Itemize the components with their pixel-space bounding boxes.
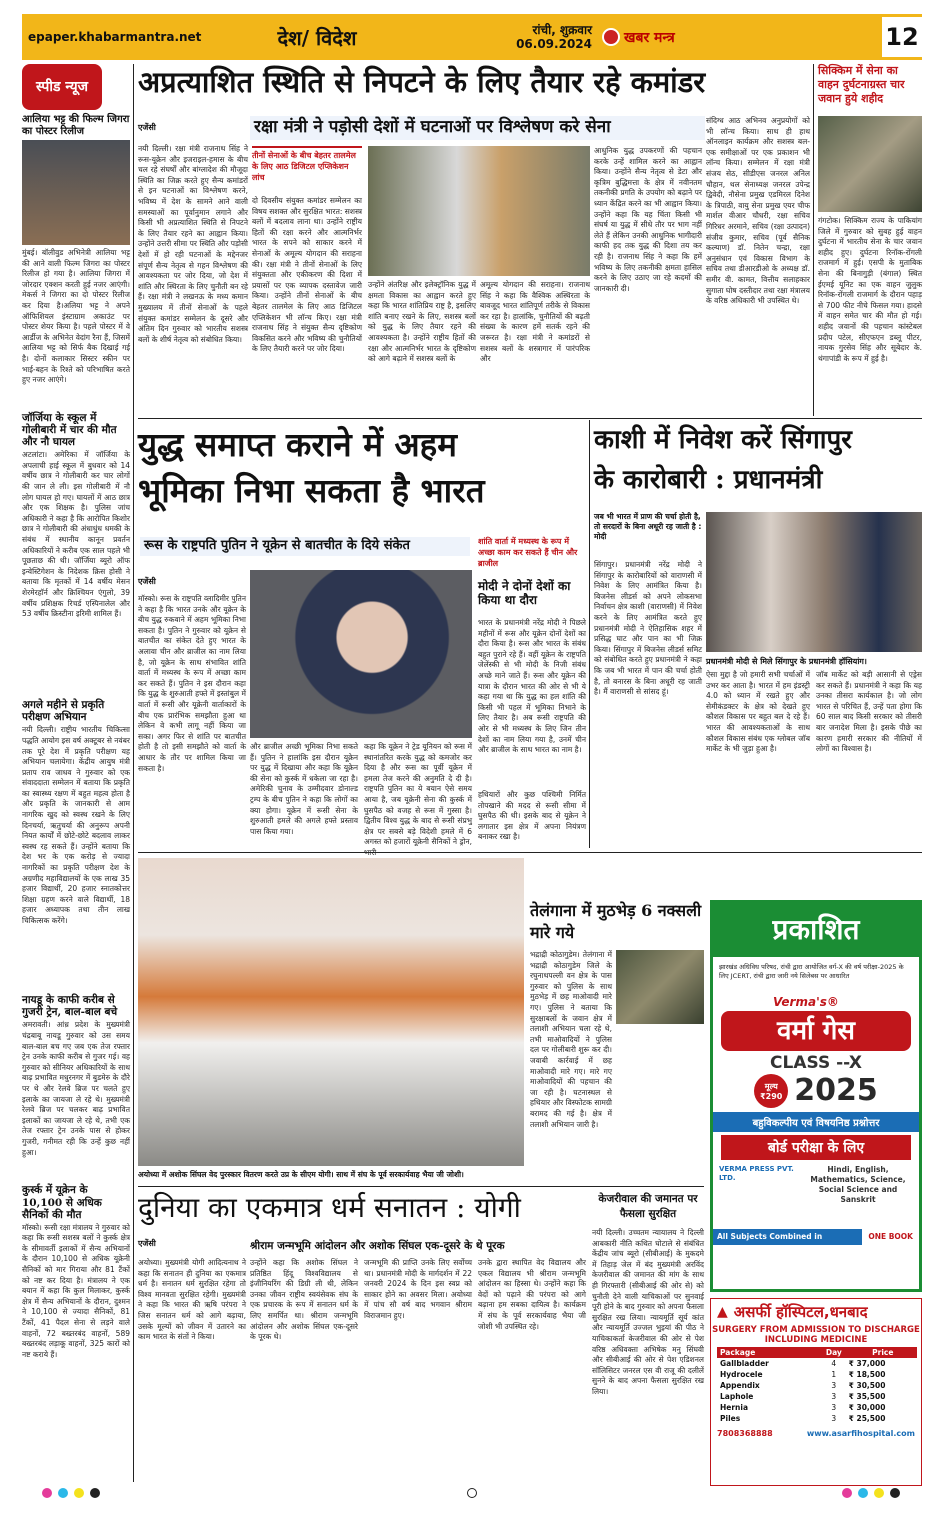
kashi-col4: जॉब मार्केट को बड़ी आसानी से एड्रेस कर सकते हैं। प्रधानमंत्री ने कहा कि यह उनका तीसरा कार्यकाल है। जो लोग भारत से परिचित हैं, उन्हें पता होगा कि 60 साल बाद किसी सरकार को तीसरी बार जनादेश मिला है। इसके पीछे का कारण हमारी सरकार की नीतियों में लोगों का विश्वास है। [816,670,922,754]
speed-news-title: नायडू के काफी करीब से गुजरी ट्रेन, बाल-बाल बचे [22,994,118,1019]
kashi-col3: ऐसा मुद्दा है जो हमारी सभी चर्चाओं में उभर कर आता है। भारत में हम इंडस्ट्री 4.0 को ध्यान में रखते हुए और सेमीकंडक्टर के क्षेत्र को देखते हुए कौशल विकास पर बहुत बल दे रहे हैं। भारत की आवश्यकताओं के साथ कौशल विकास संबंध एक ग्लोबल जॉब मार्केट के भी जुड़ा हुआ है। [706,670,810,754]
registration-dot [90,1488,100,1498]
ayodhya-col3: जन्मभूमि की प्राप्ति उनके लिए सर्वोच्च था। प्रधानमंत्री मोदी के मार्गदर्शन में 22 जनवरी 2024 के दिन इस स्वप्न को साकार होने का अवसर मिला। अयोध्या में पांच सौ वर्ष बाद भगवान श्रीराम विराजमान हुए। [364,1258,472,1320]
ad-publisher: VERMA PRESS PVT. LTD. [719,1165,794,1182]
registration-dot [842,1488,852,1498]
section-title: देश/ विदेश [277,25,357,50]
package-name: Gallbladder [720,1359,769,1368]
brand [602,28,712,47]
war-headline-line1: युद्ध समाप्त कराने में अहम [138,425,457,464]
masthead-bar [22,14,922,60]
ad-mrp: मूल्य ₹290 [754,1074,788,1108]
row-divider [138,418,922,419]
ad-one-book: ONE BOOK [862,1229,919,1245]
registration-dot [874,1488,884,1498]
table-header: Day [825,1348,842,1357]
row-divider [138,1186,704,1187]
speed-news-body: अमरावती। आंध्र प्रदेश के मुख्यमंत्री चंद्रबाबू नायडू गुरुवार को उस समय बाल-बाल बच गए जब एक तेज रफ्तार ट्रेन उनके काफी करीब से गुजर गई। वह गुरुवार को सीनियर अधिकारियों के साथ बाढ़ प्रभावित मधुरनगर में बुडमेरु के दौरे पर थे और रेलवे ब्रिज पर चलते हुए इलाके का जायजा ले रहे थे। मुख्यमंत्री रेलवे ब्रिज पर चलकर बाढ़ प्रभावित इलाकों का जायजा ले रहे थे, तभी एक तेज रफ्तार ट्रेन उनके पास से होकर गुजरी, गनीमत रही कि उन्हें कुछ नहीं हुआ। [22,1020,130,1157]
war-col1: मॉस्को। रूस के राष्ट्रपति व्लादिमीर पुतिन ने कहा है कि भारत उनके और यूक्रेन के बीच युद्ध रुकवाने में अहम भूमिका निभा सकता है। पुतिन ने गुरुवार को यूक्रेन से बातचीत का संकेत देते हुए भारत के अलावा चीन और ब्राजील का नाम लिया है, जो यूक्रेन के साथ संभावित शांति वार्ता में मध्यस्थ के रूप में अच्छा काम कर सकते हैं। पुतिन ने इस दौरान कहा कि युद्ध के शुरुआती हफ्ते में इस्तांबुल में वार्ता में रूसी और यूक्रेनी वार्ताकारों के बीच एक प्रारंभिक समझौता हुआ था लेकिन वे कभी लागू नहीं किया जा सका। अगर फिर से शांति पर बातचीत होती है तो इसी समझौते को वार्ता के आधार के तौर पर शामिल किया जा सकता है। [138,594,246,773]
lead-col6: संदिग्ध आठ अभिनव अनुप्रयोगों को भी लॉन्च किया। साथ ही हाथ ऑनलाइन कार्यक्रम और सशस्त्र बल-एक समीक्षाओं पर एक प्रकाशन भी लॉन्च किया। सम्मेलन में रक्षा मंत्री संजय सेठ, सीडीएस जनरल अनिल चौहान, थल सेनाध्यक्ष जनरल उपेन्द्र द्विवेदी, नौसेना प्रमुख एडमिरल दिनेश के त्रिपाठी, वायु सेना प्रमुख एयर चीफ मार्शल वीआर चौधरी, रक्षा सचिव गिरिधर अरमाने, सचिव (रक्षा उत्पादन) संजीव कुमार, सचिव (पूर्व सैनिक कल्याण) डॉ. नितेन चन्द्रा, रक्षा अनुसंधान एवं विकास विभाग के सचिव तथा डीआरडीओ के अध्यक्ष डॉ. समीर वी. कामत, वित्तीय सलाहकार सुगाता घोष दस्तीदार तथा रक्षा मंत्रालय के वरिष्ठ अधिकारी भी उपस्थित थे। [706,116,810,306]
war-headline-line2: भूमिका निभा सकता है भारत [138,471,485,510]
registration-marks [22,1488,922,1502]
kashi-headline-line2: के कारोबारी : प्रधानमंत्री [594,465,823,495]
package-name: Laphole [720,1392,754,1401]
date-block [412,23,602,51]
lead-col3: उन्होंने अंतरिक्ष और इलेक्ट्रॉनिक युद्ध में क्षमता विकास का आह्वान करते हुए कहा कि भारत शांतिप्रिय राष्ट्र है, इसलिए शांति बनाए रखने के लिए, सशस्त्र बलों को युद्ध के लिए तैयार रहने की आवश्यकता है। उन्होंने राष्ट्रीय हितों की रक्षा और आत्मनिर्भर भारत के दृष्टिकोण को आगे बढ़ाने में सशस्त्र बलों के [368,280,476,364]
kejriwal-body: नयी दिल्ली। उच्चतम न्यायालय ने दिल्ली आबकारी नीति कथित घोटाले से संबंधित केंद्रीय जांच ब्यूरो (सीबीआई) के मुकदमे में तिहाड़ जेल में बंद मुख्यमंत्री अरविंद केजरीवाल की जमानत की मांग के साथ ही गिरफ्तारी (सीबीआई की ओर से) को चुनौती देने वाली याचिकाओं पर सुनवाई पूरी होने के बाद गुरुवार को अपना फैसला सुरक्षित रख लिया। न्यायमूर्ति सूर्य कांत और न्यायमूर्ति उज्जल भुइयां की पीठ ने याचिकाकर्ता केजरीवाल की ओर से पेश वरिष्ठ अधिवक्ता अभिषेक मनु सिंघवी और सीबीआई की ओर से पेश एडिशनल सॉलिसिटर जनरल एस वी राजू की दलीलें सुनने के बाद अपना फैसला सुरक्षित रख लिया। [592,1228,704,1396]
table-row [717,1358,917,1369]
war-subhead: रूस के राष्ट्रपति पुतिन ने यूक्रेन से बातचीत के दिये संकेत [140,537,470,556]
package-price: ₹ 25,500 [848,1414,886,1423]
ayodhya-agency: एजेंसी [138,1239,156,1248]
brand-name: खबर मन्त्र [624,29,675,46]
ayodhya-inline-head: श्रीराम जन्मभूमि आंदोलन और अशोक सिंघल एक-दूसरे के थे पूरक [250,1240,505,1252]
ad-board: बोर्ड परीक्षा के लिए [721,1135,911,1160]
package-day: 3 [831,1403,837,1412]
lead-col1: नयी दिल्ली। रक्षा मंत्री राजनाथ सिंह ने रूस-यूक्रेन और इजराइल-हमास के बीच चल रहे संघर्षों और बांग्लादेश की मौजूदा स्थिति का जिक्र करते हुए सैन्य कमांडरों से इन घटनाओं का विश्लेषण करने, भविष्य में देश के सामने आने वाली समस्याओं का पूर्वानुमान लगाने और किसी भी अप्रत्याशित स्थिति से निपटने के लिए तैयार रहने का आह्वान किया। उन्होंने उत्तरी सीमा पर स्थिति और पड़ोसी देशों में हो रही घटनाओं के मद्देनजर संपूर्ण सैन्य नेतृत्व से गहन विश्लेषण की आवश्यकता पर जोर दिया, जो देश में शांति और स्थिरता के लिए चुनौती बन रहे हैं। रक्षा मंत्री ने लखनऊ के मध्य कमान मुख्यालय में तीनों सेनाओं के पहले संयुक्त कमांडर सम्मेलन के दूसरे और अंतिम दिन गुरुवार को भारतीय सशस्त्र बलों के शीर्ष नेतृत्व को संबोधित किया। [138,144,248,344]
hospital-title: असर्फी हॉस्पिटल,धनबाद [733,1303,868,1321]
column-divider [133,64,134,1482]
crosshair-icon [467,1488,477,1498]
speed-news-body: अटलांटा। अमेरिका में जॉर्जिया के अपलाची हाई स्कूल में बुधवार को 14 वर्षीय छात्र ने गोलीबारी कर चार लोगों की जान ले ली। इस गोलीबारी में नौ लोग घायल हो गए। घायलों में आठ छात्र और एक शिक्षक है। पुलिस जांच अधिकारी ने कहा है कि आरोपित किशोर छात्र ने गोलीबारी की अंधाधुंध धमकी के संबंध में स्थानीय कानून प्रवर्तन अधिकारियों ने करीब एक साल पहले भी पूछताछ की थी। जॉर्जिया ब्यूरो ऑफ इन्वेस्टिगेशन के निदेशक क्रिस होसी ने बताया कि मृतकों में 14 वर्षीय मेसन शेरमेरहॉर्न और क्रिश्चियन एंगुलो, 39 वर्षीय प्रशिक्षक रिचर्ड एस्पिनालेल और 53 वर्षीय क्रिस्टीना इरिमी शामिल हैं। [22,450,130,619]
ad-subjects: Hindi, English, Mathematics, Science, Social Science and Sanskrit [810,1165,906,1204]
kashi-kicker: जब भी भारत में प्राण की चर्चा होती है, तो सरदारों के बिना अधूरी रह जाती है : मोदी [594,512,702,541]
ayodhya-col2: उन्होंने कहा कि अशोक सिंघल ने प्रतिष्ठित हिंदू विश्वविद्यालय से इंजीनियरिंग की डिग्री ली थी, लेकिन उनका जीवन राष्ट्रीय स्वयंसेवक संघ के एक प्रचारक के रूप में सनातन धर्म के लिए समर्पित था। श्रीराम जन्मभूमि आंदोलन और अशोक सिंघल एक-दूसरे के पूरक थे। [250,1258,358,1342]
speed-news-column [22,64,130,1484]
alia-poster-photo [22,140,130,245]
ad-label: प्रकाशित [713,903,919,957]
asarfi-hospital-ad[interactable] [710,1298,922,1486]
date-value: 06.09.2024 [516,37,592,51]
hospital-phone[interactable]: 7808368888 [717,1429,773,1438]
war-col4: भारत के प्रधानमंत्री नरेंद्र मोदी ने पिछले महीनों में रूस और यूक्रेन दोनों देशों का दौरा किया है। रूस और भारत के संबंध बहुत पुराने रहे हैं। वहीं यूक्रेन के राष्ट्रपति जेलेंस्की से भी मोदी के निजी संबंध अच्छे माने जाते हैं। रूस और यूक्रेन की यात्रा के दौरान भारत की ओर से भी ये कहा गया था कि युद्ध का हल शांति की किसी भी पहल में भूमिका निभाने के लिए तैयार है। अब रूसी राष्ट्रपति की ओर से भी मध्यस्थ के लिए जिन तीन देशों का नाम लिया गया है, उनमें चीन और ब्राजील के साथ भारत का नाम है। [478,618,586,755]
war-col3: कहा कि यूक्रेन ने ट्रेड यूनियन को रूस में स्थानांतरित करके युद्ध को कमजोर कर दिया है और रूस का पूर्वी यूक्रेन में हमला तेज करने की अनुमति दे दी है। राष्ट्रपति पुतिन का ये बयान ऐसे समय आया है, जब यूक्रेनी सेना की कुर्स्क में घुसपैठ को वजह से रूस में गुस्सा है। द्वितीय विश्व युद्ध के बाद से रूसी संप्रभु क्षेत्र पर सबसे बड़े विदेशी हमले में 6 अगस्त को हजारों यूक्रेनी सैनिकों ने ड्रोन, [364,742,472,847]
lead-col4: अमूल्य योगदान की सराहना। राजनाथ सिंह ने कहा कि वैश्विक अस्थिरता के बावजूद भारत शांतिपूर्ण तरीके से विकास कर रहा है। हालांकि, चुनौतियों की बढ़ती संख्या के कारण हमें सतर्क रहने की जरूरत है। रक्षा मंत्री ने कमांडरों से सशस्त्र बलों के शस्त्रागार में पारंपरिक और [480,280,590,364]
ad-banner: बहुविकल्पीय एवं विषयनिष्ठ प्रश्नोत्तर [713,1112,919,1132]
package-price: ₹ 18,500 [848,1370,886,1379]
package-day: 4 [831,1359,837,1368]
kejriwal-headline: केजरीवाल की जमानत पर फैसला सुरक्षित [598,1193,698,1220]
speed-news-body: नयी दिल्ली। राष्ट्रीय भारतीय चिकित्सा पद्धति आयोग इस वर्ष अक्टूबर से नवंबर तक पूरे देश में प्रकृति परीक्षण यह अभियान चलायेगा। केंद्रीय आयुष मंत्री प्रताप राव जाधव ने गुरुवार को एक संवाददाता सम्मेलन में बताया कि प्रकृति का स्वास्थ्य रक्षण में बहुत महत्व होता है और प्रकृति के जानकारी से आम नागरिक खुद को स्वस्थ रखने के लिए दिनचर्या, ऋतुचर्या की अनुरूप अपनी नियत कार्यों में छोटे-छोटे बदलाव लाकर स्वस्थ रह सकते हैं। उन्होंने बताया कि देश भर के एक करोड़ से ज्यादा नागरिकों का प्रकृति परीक्षण देश के अग्रणीद महाविद्यालयों के एक लाख 35 हजार विद्यार्थी, 20 हजार स्नातकोत्तर शिक्षा ग्रहण करने वाले विद्यार्थी, 18 हजार अध्यापक तथा तीन लाख चिकित्सक करेंगे। [22,725,130,925]
package-price: ₹ 35,500 [848,1392,886,1401]
row-divider [138,852,922,853]
lead-highlight: तीनों सेनाओं के बीच बेहतर तालमेल के लिए आठ डिजिटल एप्लिकेशन लांच [252,146,362,194]
ad-class: CLASS --X [770,1053,862,1073]
package-day: 3 [831,1414,837,1423]
site-url[interactable]: epaper.khabarmantra.net [28,30,202,44]
ad-combined: All Subjects Combined in [717,1232,823,1241]
kashi-headline-line1: काशी में निवेश करें सिंगापुर [594,425,852,455]
registration-dot [890,1488,900,1498]
registration-dot [58,1488,68,1498]
sikkim-headline: सिक्किम में सेना का वाहन दुर्घटनाग्रस्त चार जवान हुये शहीद [818,64,905,105]
package-day: 3 [831,1392,837,1401]
lead-agency: एजेंसी [138,123,156,132]
ad-year: 2025 [794,1073,878,1108]
verma-guess-ad[interactable] [710,900,922,1292]
package-name: Hernia [720,1403,749,1412]
lead-headline: अप्रत्याशित स्थिति से निपटने के लिए तैयार रहे कमांडर [138,65,706,99]
package-name: Appendix [720,1381,760,1390]
hospital-sub2: INCLUDING MEDICINE [764,1335,868,1345]
lead-col2: दो दिवसीय संयुक्त कमांडर सम्मेलन का विषय सशक्त और सुरक्षित भारत: सशस्त्र बलों में बदलाव लाना था। उन्होंने राष्ट्रीय हितों की रक्षा करने और आत्मनिर्भर भारत के सपने को साकार करने में सेनाओं के अमूल्य योगदान की सराहना की। रक्षा मंत्री ने तीनों सेनाओं के लिए संयुक्तता और एकीकरण की दिशा में प्रयासों पर एक व्यापक दस्तावेज जारी किया। उन्होंने तीनों सेनाओं के बीच बेहतर तालमेल के लिए आठ डिजिटल एप्लिकेशन भी लॉन्च किए। रक्षा मंत्री राजनाथ सिंह ने संयुक्त सैन्य दृष्टिकोण विकसित करने और भविष्य की चुनौतियों के लिए तैयारी करने पर जोर दिया। [252,196,362,354]
war-side-head: मोदी ने दोनों देशों का किया था दौरा [478,579,571,607]
ad-title: वर्मा गेस [721,1011,911,1051]
table-row [717,1413,917,1424]
lead-subhead: रक्षा मंत्री ने पड़ोसी देशों में घटनाओं पर विश्लेषण करे सेना [250,116,705,140]
hospital-sub1: SURGERY FROM ADMISSION TO DISCHARGE [712,1325,920,1335]
sikkim-accident-photo [818,116,922,212]
speed-news-title: जॉर्जिया के स्कूल में गोलीबारी में चार की मौत और नौ घायल [22,412,117,449]
package-price: ₹ 30,000 [848,1403,886,1412]
sikkim-body: गंगटोक। सिक्किम राज्य के पाकियांग जिले में गुरुवार को सुबह हुई वाहन दुर्घटना में भारतीय सेना के चार जवान शहीद हुए। दुर्घटना रिनॉक-रोंगली राजमार्ग में हुई। एसपी के मुताबिक सेना की बिनागुड़ी (बंगाल) स्थित ईएमई यूनिट का एक वाहन जुलुक रिनॉक-रोंगली राजमार्ग के दौरान पहाड़ से 700 फीट नीचे फिसल गया। हादसे में वाहन समेत चार की मौत हो गई। शहीद जवानों की पहचान कांस्टेबल प्रदीप पटेल, सीएफएन डब्लू पीटर, नायक गुरसेव सिंह और सूबेदार के. थंगापांडी के रूप में हुई है। [818,216,922,363]
speed-news-body: मॉस्को। रूसी रक्षा मंत्रालय ने गुरुवार को कहा कि रूसी सशस्त्र बलों ने कुर्स्क क्षेत्र के सीमावर्ती इलाकों में सैन्य अभियानों के दौरान 10,100 से अधिक यूक्रेनी सैनिकों को मार गिराया और 81 टैंकों को नष्ट कर दिया है। मंत्रालय ने एक बयान में कहा कि कुल मिलाकर, कुर्स्क क्षेत्र में सैन्य अभियानों के दौरान, दुश्मन ने 10,100 से ज्यादा सैनिकों, 81 टैंकों, 41 पैदल सेना से लड़ने वाले वाहनों, 72 बख्तरबंद वाहनों, 589 बख्तरबंद लड़ाकू वाहनों, 325 कारों को नष्ट कराये हैं। [22,1222,130,1359]
table-header: Package [720,1348,756,1357]
speed-news-body: मुंबई। बॉलीवुड अभिनेत्री आलिया भट्ट की आने वाली फिल्म जिगरा का पोस्टर रिलीज हो गया है। आलिया जिगरा में जोरदार एक्शन करती हुई नजर आएंगी। मेकर्स ने जिगरा का दो पोस्टर रिलीज कर दिया है।अलिया भट्ट ने अपने ऑफिशियल इंस्टाग्राम अकाउंट पर पोस्टर शेयर किया है। पहले पोस्टर में वे आर्डीज के अभिनेत वेदांग रैना हैं, जिसमें आलिया भट्ट को सिर्फ बैक दिखाई गई है। दोनों कलाकार सिस्टर स्कीन पर भाई-बहन के रिश्ते को परिभाषित करते हुए नजर आएंगे। [22,248,130,385]
ayodhya-headline: दुनिया का एकमात्र धर्म सनातन : योगी [138,1191,521,1224]
table-row [717,1402,917,1413]
registration-dot [858,1488,868,1498]
page-number: 12 [882,17,922,57]
package-price: ₹ 37,000 [848,1359,886,1368]
brand-logo-icon [602,28,620,46]
speed-news-title: आलिया भट्ट की फिल्म जिगरा का पोस्टर रिलीज [22,114,130,137]
putin-photo [250,570,472,738]
speed-news-title: कुर्स्क में यूक्रेन के 10,100 से अधिक सैनिकों की मौत [22,1184,102,1221]
war-side-kicker: शांति वार्ता में मध्यस्थ के रूप में अच्छा काम कर सकते हैं चीन और ब्राजील [478,537,578,568]
package-day: 3 [831,1381,837,1390]
hospital-website[interactable]: www.asarfihospital.com [806,1429,915,1438]
ad-verma-brand: Verma's® [773,995,839,1009]
speed-news-logo: स्पीड न्यूज [22,64,102,110]
date-city: रांची, शुक्रवार [532,23,592,37]
lead-col5: आधुनिक युद्ध उपकरणों की पहचान करके उन्हें शामिल करने का आह्वान किया। उन्होंने सैन्य नेतृत्व से डेटा और कृत्रिम बुद्धिमत्ता के क्षेत्र में नवीनतम तकनीकी प्रगति के उपयोग को बढ़ाने पर ध्यान केंद्रित करने का भी आह्वान किया। उन्होंने कहा कि यह चिंता किसी भी संघर्ष या युद्ध में सीधे तौर पर भाग नहीं लेते हैं लेकिन उनकी आधुनिक भागीदारी काफी हद तक युद्ध की दिशा तय कर रही है। राजनाथ सिंह ने कहा कि हमें भविष्य के लिए तकनीकी क्षमता हासिल करने के लिए उठाए जा रहे कदमों की जानकारी दी। [594,146,702,293]
war-col5: हथियारों और कुछ पश्चिमी निर्मित तोपखाने की मदद से रूसी सीमा में घुसपैठ की थी। इसके बाद से यूक्रेन ने लगातार इस क्षेत्र में अपना नियंत्रण बनाकर रखा है। [478,790,586,842]
package-name: Piles [720,1414,741,1423]
kashi-caption: प्रधानमंत्री मोदी से मिले सिंगापुर के प्रधानमंत्री हॉसियांग। [706,657,867,666]
table-row [717,1369,917,1380]
ayodhya-caption: अयोध्या में अशोक सिंघल वेद पुरस्कार वितरण करते उप्र के सीएम योगी। साथ में संघ के पूर्व सरकार्यवाह भैया जी जोशी। [138,1170,464,1179]
table-header: Price [872,1348,894,1357]
ayodhya-award-photo [138,858,524,1166]
hospital-price-table [717,1347,917,1424]
telangana-body: भद्राद्री कोठागुडेम। तेलंगाना में भद्राद्री कोठागुडेम जिले के रघुनाथपल्ली वन क्षेत्र के पास गुरुवार को पुलिस के साथ मुठभेड़ में छह माओवादी मारे गए। पुलिस ने बताया कि सुरक्षाबलों के जवान क्षेत्र में तलाशी अभियान चला रहे थे, तभी माओवादियों ने पुलिस दल पर गोलीबारी शुरू कर दी। जवाबी कार्रवाई में छह माओवादी मारे गए। मारे गए माओवादियों की पहचान की जा रही है। घटनास्थल से हथियार और विस्फोटक सामग्री बरामद की गई है। क्षेत्र में तलाशी अभियान जारी है। [530,950,612,1129]
table-row [717,1380,917,1391]
package-price: ₹ 30,500 [848,1381,886,1390]
war-col2: और ब्राजील अच्छी भूमिका निभा सकते हैं। पुतिन ने हालांकि इस दौरान यूक्रेन पर युद्ध में दिखाया और कहा कि यूक्रेन की सेना को कुर्स्क में धकेला जा रहा है। अमेरिकी चुनाव के उम्मीदवार डोनाल्ड ट्रम्प के बीच पुतिन ने कहा कि लोगों का क्या होगा। यूक्रेन में रूसी सेना के शुरुआती हमले की अगले हफ्ते प्रस्ताव पास किया गया। [250,742,358,836]
speed-news-title: अगले महीने से प्रकृति परीक्षण अभियान [22,699,105,724]
ad-intro: झारखंड अधिविध परिषद, रांची द्वारा आयोजित वर्ग-X की वर्ष परीक्षा-2025 के लिए JCERT, रांची द्वारा जारी नये सिलेबस पर आधारित [719,963,904,980]
kashi-col1: सिंगापुर। प्रधानमंत्री नरेंद्र मोदी ने सिंगापुर के कारोबारियों को वाराणसी में निवेश के लिए आमंत्रित किया है। बिजनेस लीडर्स को अपने लोकसभा निर्वाचन क्षेत्र काशी (वाराणसी) में निवेश करने के लिए आमंत्रित करते हुए प्रधानमंत्री मोदी ने ऐतिहासिक शहर में प्रसिद्ध घाट और पान का भी जिक्र किया। सिंगापुर में बिजनेस लीडर्स समिट को संबोधित करते हुए प्रधानमंत्री ने कहा कि जब भी भारत में पान की चर्चा होती है, तो बनारस के बिना अधूरी रह जाती है। मैं वाराणसी से सांसद हूं। [594,560,702,697]
column-divider [813,64,814,416]
modi-singapore-pm-photo [706,512,922,652]
registration-dot [74,1488,84,1498]
package-name: Hydrocele [720,1370,763,1379]
registration-dot [42,1488,52,1498]
column-divider [589,420,590,848]
ayodhya-col4: उनके द्वारा स्थापित वेद विद्यालय और एकल विद्यालय भी श्रीराम जन्मभूमि आंदोलन का हिस्सा थे। उन्होंने कहा कि वेदों को पढ़ाने की परंपरा को आगे बढ़ाना हम सबका दायित्व है। कार्यक्रम में संघ के पूर्व सरकार्यवाह भैया जी जोशी भी उपस्थित रहे। [478,1258,586,1331]
war-agency: एजेंसी [138,577,156,586]
ayodhya-col1: अयोध्या। मुख्यमंत्री योगी आदित्यनाथ ने कहा कि सनातन ही दुनिया का एकमात्र धर्म है। सनातन धर्म सुरक्षित रहेगा तो विश्व मानवता सुरक्षित रहेगी। मुख्यमंत्री ने कहा कि भारत की ऋषि परंपरा ने जिस सनातन धर्म को आगे बढ़ाया, उसके मूल्यों को जीवन में उतारने का काम भारत के संतों ने किया। [138,1258,246,1342]
naxal-weapons-photo [616,950,704,1024]
package-day: 1 [831,1370,837,1379]
commanders-photo [368,146,590,276]
hospital-logo-icon: ▲ [717,1304,728,1320]
table-row [717,1391,917,1402]
telangana-headline: तेलंगाना में मुठभेड़ 6 नक्सली मारे गये [530,901,702,942]
